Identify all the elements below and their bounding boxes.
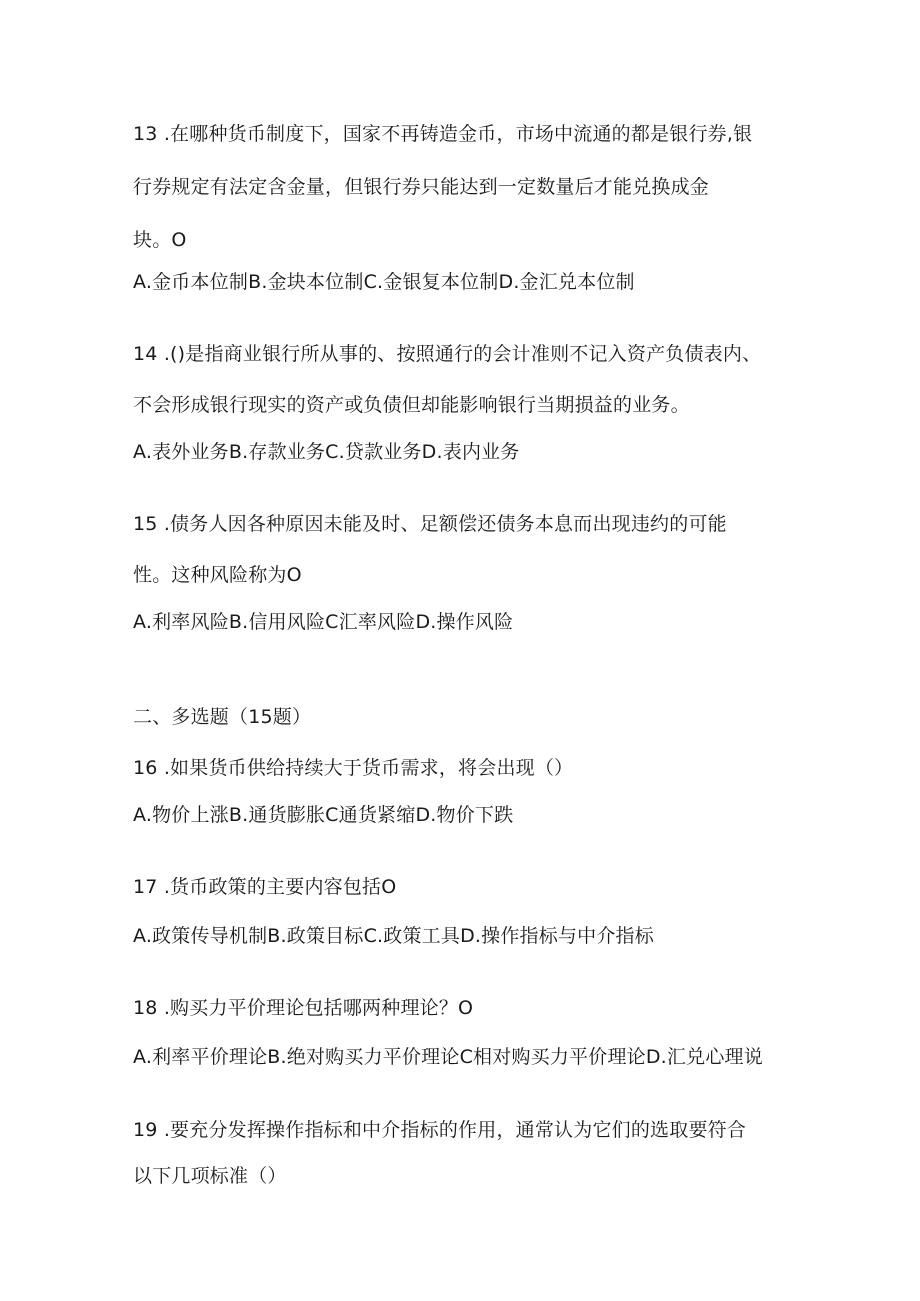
question-18-line-1: 18 .购买力平价理论包括哪两种理论？O [133, 997, 474, 1019]
question-15-options: A.利率风险B.信用风险C汇率风险D.操作风险 [133, 611, 514, 633]
question-17-line-1: 17 .货币政策的主要内容包括O [133, 876, 397, 898]
question-19-line-1: 19 .要充分发挥操作指标和中介指标的作用，通常认为它们的选取要符合 [133, 1119, 747, 1141]
question-14-line-2: 不会形成银行现实的资产或负债但却能影响银行当期损益的业务。 [133, 394, 690, 416]
question-16-options: A.物价上涨B.通货膨胀C通货紧缩D.物价下跌 [133, 804, 514, 826]
question-19-line-2: 以下几项标准（） [133, 1165, 287, 1187]
question-13-line-3: 块。O [133, 229, 187, 251]
question-17-options: A.政策传导机制B.政策目标C.政策工具D.操作指标与中介指标 [133, 925, 654, 947]
question-14-options: A.表外业务B.存款业务C.贷款业务D.表内业务 [133, 441, 520, 463]
question-13-line-2: 行券规定有法定含金量，但银行券只能达到一定数量后才能兑换成金 [133, 176, 710, 198]
question-18-options: A.利率平价理论B.绝对购买力平价理论C相对购买力平价理论D.汇兑心理说 [133, 1046, 763, 1068]
question-16-line-1: 16 .如果货币供给持续大于货币需求，将会出现（） [133, 757, 574, 779]
question-14-line-1: 14 .()是指商业银行所从事的、按照通行的会计准则不记入资产负债表内、 [133, 343, 762, 365]
section-title: 二、多选题（15题） [133, 706, 312, 728]
question-13-options: A.金币本位制B.金块本位制C.金银复本位制D.金汇兑本位制 [133, 271, 635, 293]
question-13-line-1: 13 .在哪种货币制度下，国家不再铸造金币，市场中流通的都是银行券,银 [133, 123, 753, 145]
question-15-line-2: 性。这种风险称为O [133, 564, 302, 586]
question-15-line-1: 15 .债务人因各种原因未能及时、足额偿还债务本息而出现违约的可能 [133, 513, 727, 535]
